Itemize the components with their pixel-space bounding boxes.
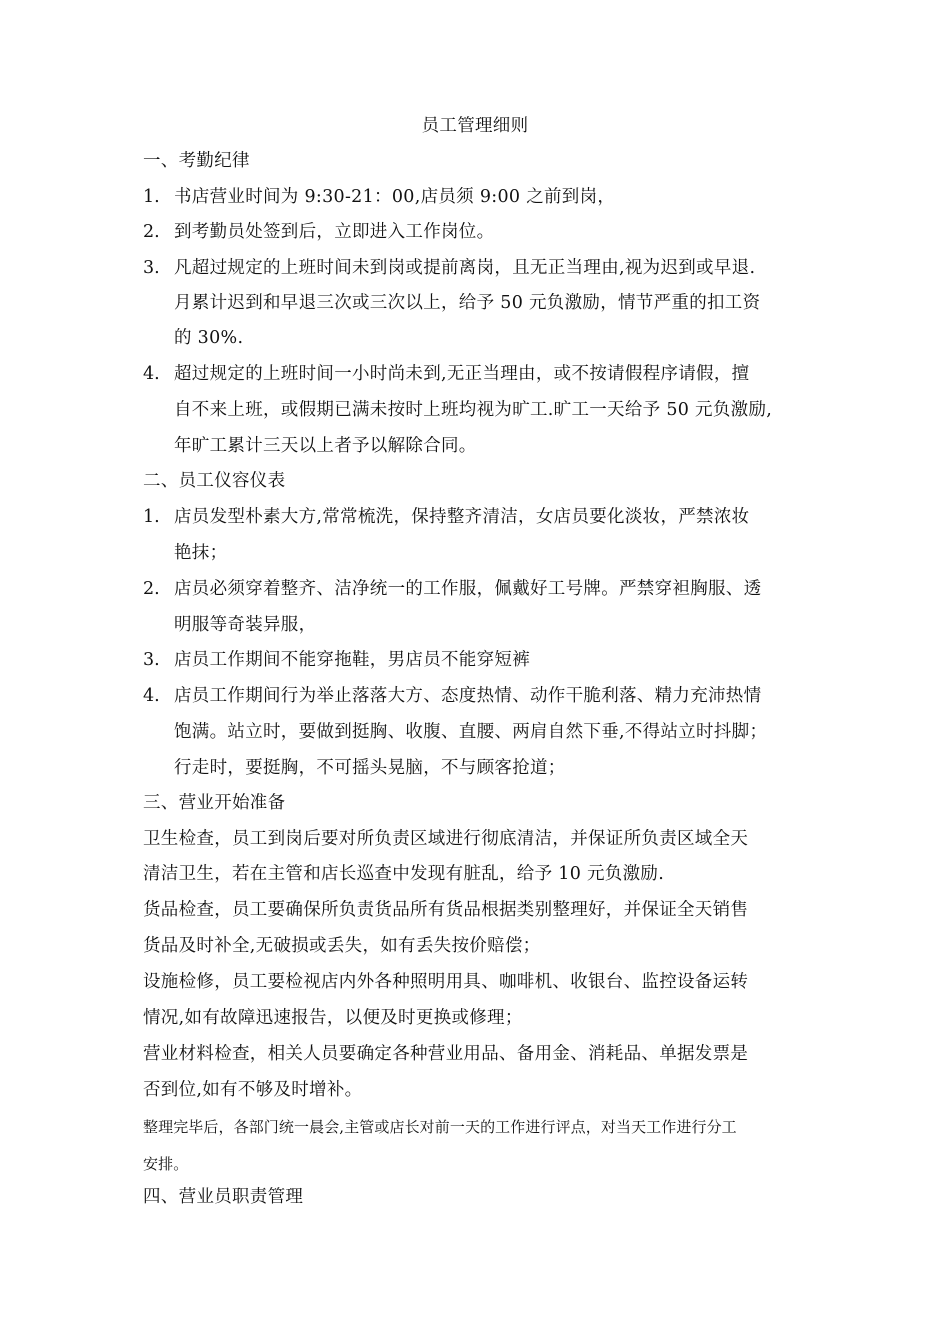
item-text: 年旷工累计三天以上者予以解除合同。 (174, 436, 477, 456)
section-heading: 三、营业开始准备 (143, 793, 286, 813)
item-text: 饱满。站立时，要做到挺胸、收腹、直腰、两肩自然下垂,不得站立时抖脚； (174, 722, 768, 742)
paragraph-text: 营业材料检查，相关人员要确定各种营业用品、备用金、消耗品、单据发票是 (143, 1044, 749, 1064)
item-text: 明服等奇装异服， (174, 615, 317, 635)
item-number: 3. (143, 258, 160, 278)
item-number: 2. (143, 579, 160, 599)
item-text: 月累计迟到和早退三次或三次以上，给予 50 元负激励，情节严重的扣工资 (174, 293, 761, 313)
item-number: 4. (143, 686, 160, 706)
item-text: 的 30%. (174, 328, 244, 348)
section-heading: 二、员工仪容仪表 (143, 471, 286, 491)
item-text: 店员工作期间行为举止落落大方、态度热情、动作干脆利落、精力充沛热情 (174, 686, 762, 706)
item-number: 2. (143, 222, 160, 242)
item-text: 到考勤员处签到后，立即进入工作岗位。 (174, 222, 495, 242)
paragraph-text: 卫生检查，员工到岗后要对所负责区域进行彻底清洁，并保证所负责区域全天 (143, 829, 749, 849)
section-heading: 一、考勤纪律 (143, 151, 250, 171)
item-text: 艳抹； (174, 543, 228, 563)
item-number: 1. (143, 187, 160, 207)
paragraph-text: 货品及时补全,无破损或丢失，如有丢失按价赔偿； (143, 936, 541, 956)
item-text: 店员必须穿着整齐、洁净统一的工作服，佩戴好工号牌。严禁穿袒胸服、透 (174, 579, 762, 599)
section-heading: 四、营业员职责管理 (143, 1187, 304, 1207)
item-number: 1. (143, 507, 160, 527)
item-text: 店员发型朴素大方,常常梳洗，保持整齐清洁，女店员要化淡妆，严禁浓妆 (174, 507, 750, 527)
paragraph-text: 情况,如有故障迅速报告，以便及时更换或修理； (143, 1008, 523, 1028)
item-text: 超过规定的上班时间一小时尚未到,无正当理由，或不按请假程序请假，擅 (174, 364, 750, 384)
item-text: 行走时，要挺胸，不可摇头晃脑，不与顾客抢道； (174, 758, 566, 778)
item-text: 凡超过规定的上班时间未到岗或提前离岗，且无正当理由,视为迟到或早退. (174, 258, 756, 278)
item-number: 3. (143, 650, 160, 670)
paragraph-text: 货品检查，员工要确保所负责货品所有货品根据类别整理好，并保证全天销售 (143, 900, 749, 920)
paragraph-text: 清洁卫生，若在主管和店长巡查中发现有脏乱，给予 10 元负激励. (143, 864, 665, 884)
note-text: 安排。 (143, 1155, 189, 1173)
item-text: 书店营业时间为 9:30-21：00,店员须 9:00 之前到岗， (174, 187, 616, 207)
item-text: 自不来上班，或假期已满未按时上班均视为旷工.旷工一天给予 50 元负激励, (174, 400, 773, 420)
document-title: 员工管理细则 (421, 116, 529, 136)
paragraph-text: 设施检修，员工要检视店内外各种照明用具、咖啡机、收银台、监控设备运转 (143, 972, 749, 992)
paragraph-text: 否到位,如有不够及时增补。 (143, 1080, 363, 1100)
item-text: 店员工作期间不能穿拖鞋，男店员不能穿短裤 (174, 650, 530, 670)
item-number: 4. (143, 364, 160, 384)
note-text: 整理完毕后，各部门统一晨会,主管或店长对前一天的工作进行评点，对当天工作进行分工 (143, 1118, 737, 1136)
